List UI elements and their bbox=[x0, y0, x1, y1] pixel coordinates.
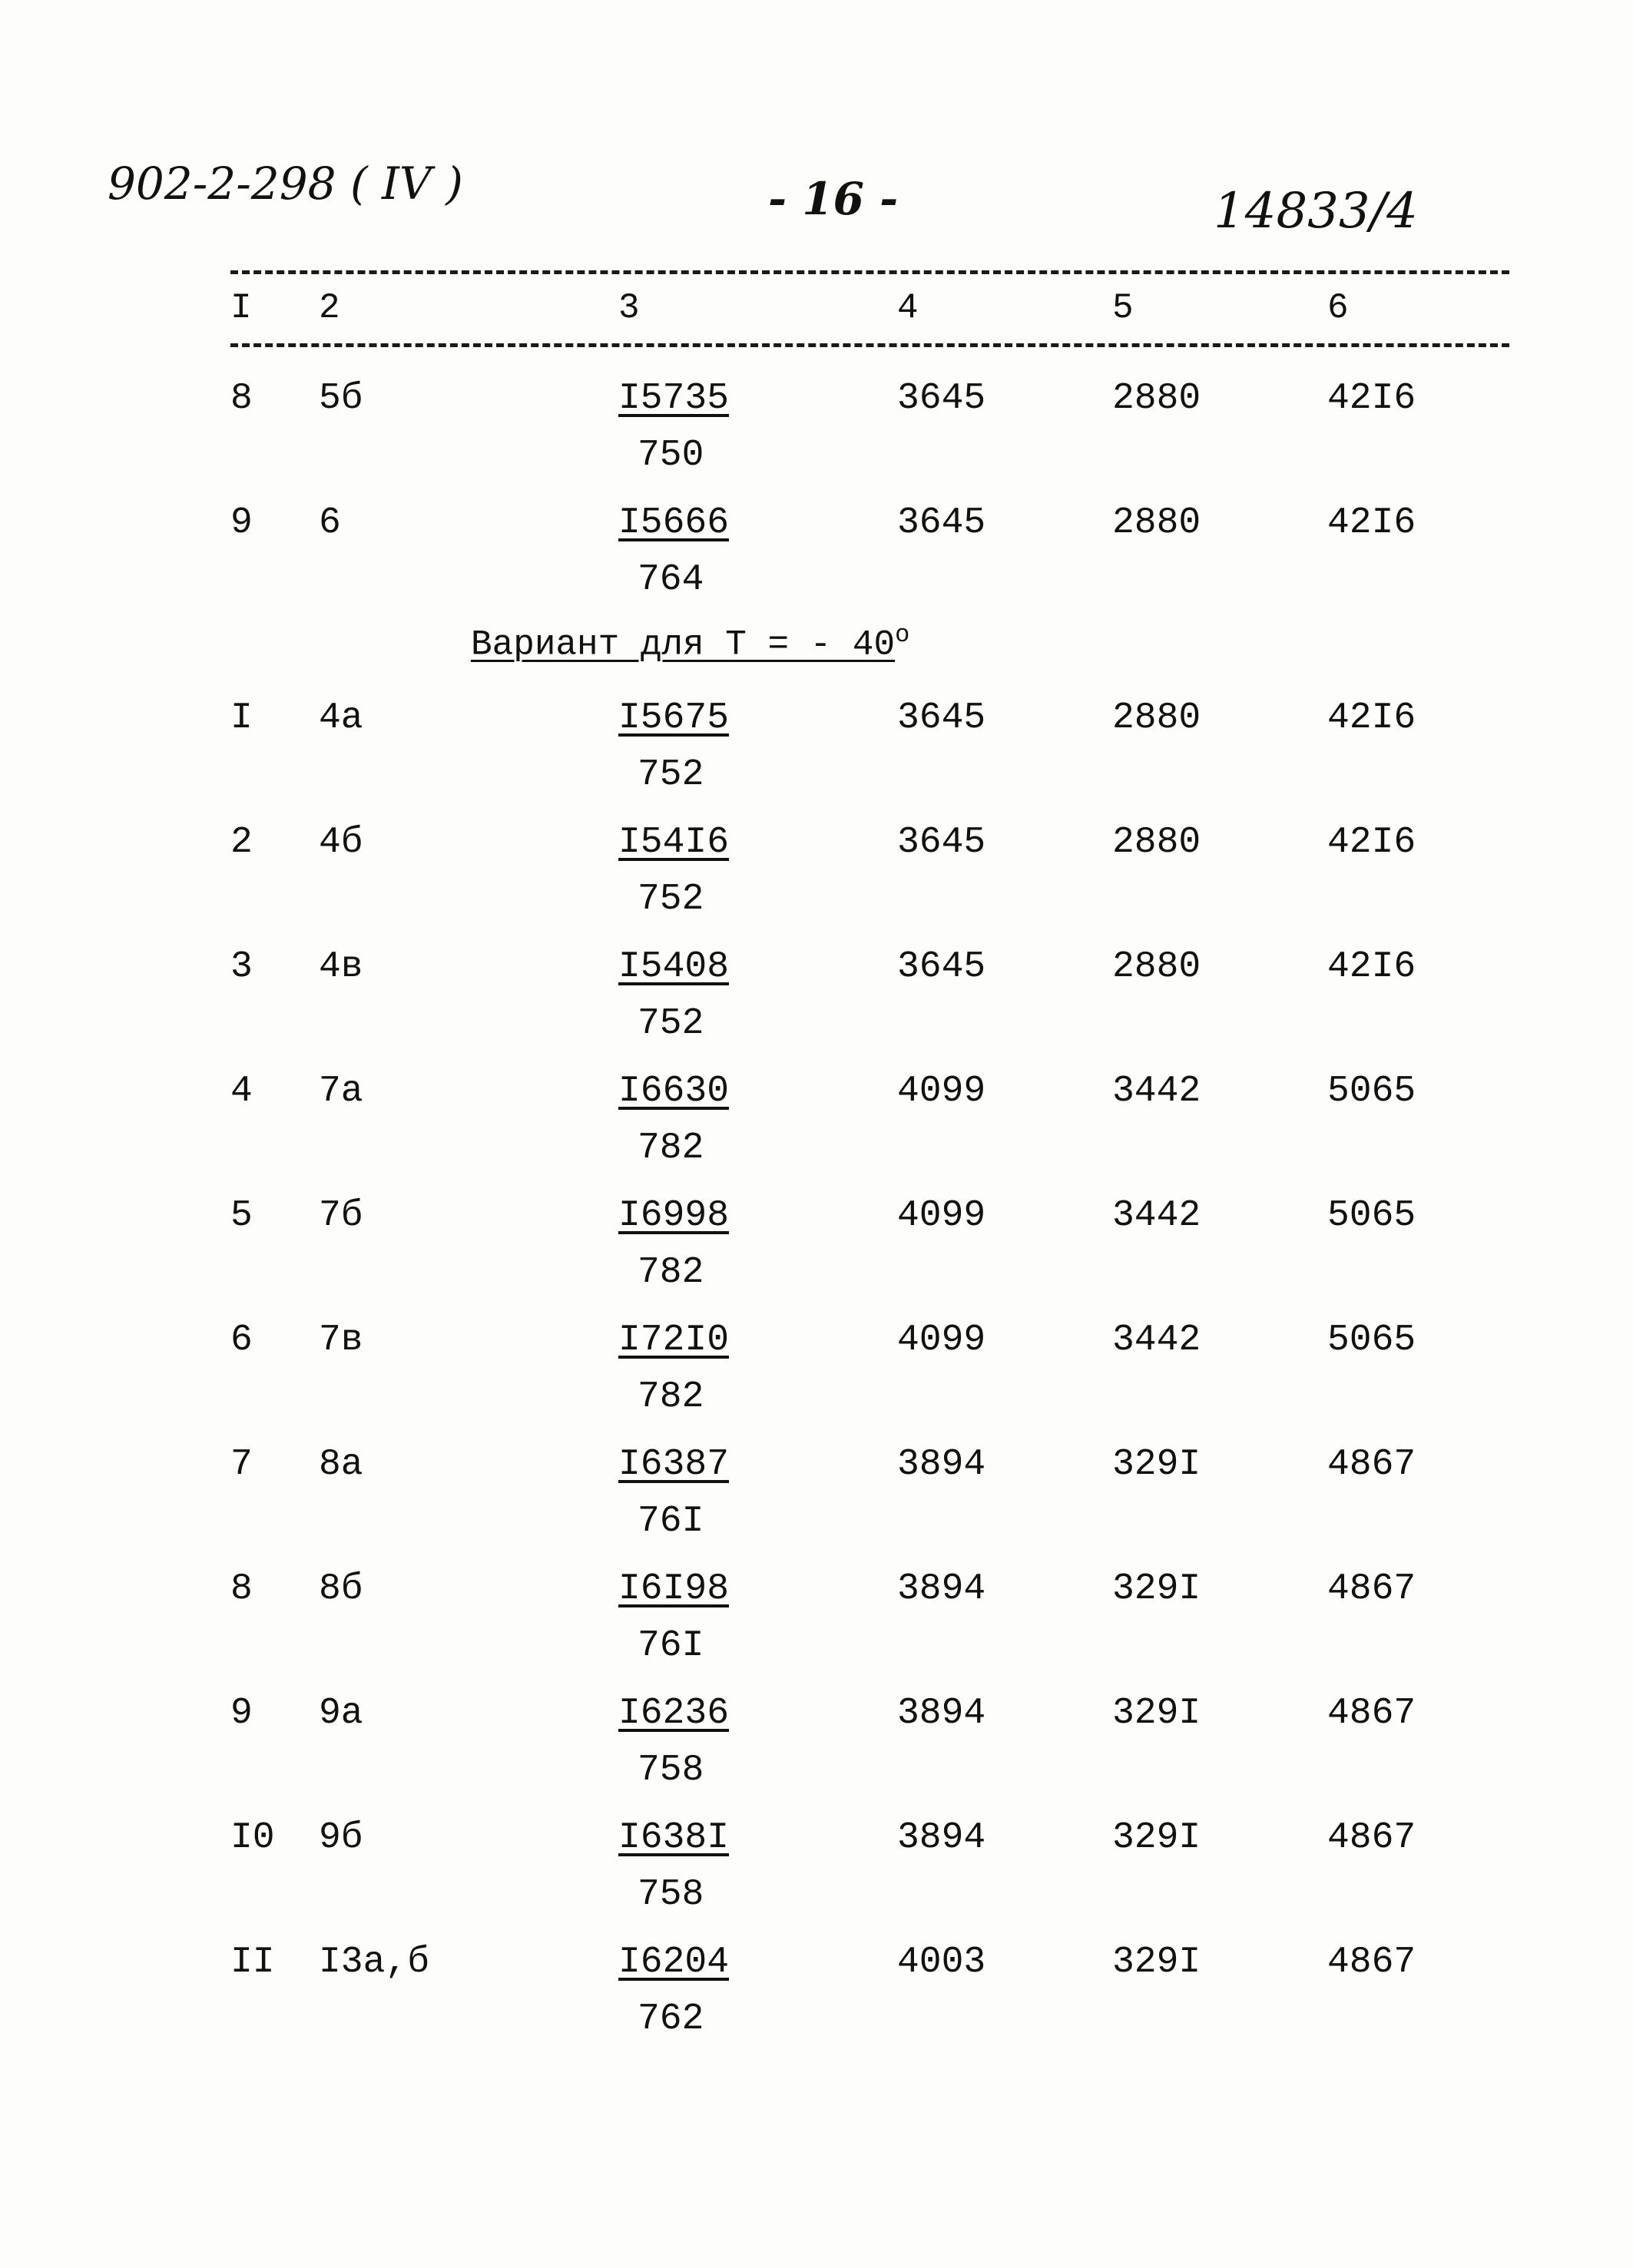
fraction-cell bbox=[618, 1444, 749, 1542]
value-col5: 2880 bbox=[1112, 946, 1201, 988]
row-number: 3 bbox=[230, 946, 253, 988]
row-ref: 4а bbox=[319, 697, 363, 739]
value-col5: 2880 bbox=[1112, 502, 1201, 544]
value-col4: 4099 bbox=[897, 1195, 986, 1237]
fraction-cell bbox=[618, 1319, 749, 1418]
row-number: II bbox=[230, 1942, 275, 1983]
section-heading-text: Вариант для T = - 40 bbox=[471, 624, 896, 665]
row-number: 9 bbox=[230, 502, 253, 544]
fraction-numerator: I6236 bbox=[618, 1693, 730, 1734]
fraction-numerator: I54I6 bbox=[618, 822, 730, 863]
row-ref: 7в bbox=[319, 1319, 363, 1361]
page-number: - 16 - bbox=[768, 173, 899, 225]
value-col4: 3645 bbox=[897, 822, 986, 863]
header-bottom-rule bbox=[230, 343, 1509, 347]
fraction-numerator: I5408 bbox=[618, 946, 730, 988]
value-col6: 42I6 bbox=[1327, 502, 1416, 544]
value-col6: 4867 bbox=[1327, 1817, 1416, 1859]
fraction-denominator: 782 bbox=[638, 1252, 704, 1293]
row-number: 9 bbox=[230, 1693, 253, 1734]
row-number: 2 bbox=[230, 822, 253, 863]
document-code: 902-2-298 ( IV ) bbox=[108, 157, 463, 210]
row-ref: I3а,б bbox=[319, 1942, 430, 1983]
value-col5: 2880 bbox=[1112, 822, 1201, 863]
fraction-cell bbox=[618, 1817, 749, 1915]
column-header-6: 6 bbox=[1327, 288, 1349, 328]
section-heading bbox=[471, 621, 909, 664]
value-col5: 329I bbox=[1112, 1942, 1201, 1983]
row-ref: 4б bbox=[319, 822, 363, 863]
column-header-5: 5 bbox=[1112, 288, 1134, 328]
value-col4: 4099 bbox=[897, 1319, 986, 1361]
fraction-denominator: 752 bbox=[638, 879, 704, 920]
table-row bbox=[0, 1444, 1633, 1567]
table-row bbox=[0, 502, 1633, 625]
fraction-denominator: 758 bbox=[638, 1874, 704, 1915]
value-col5: 329I bbox=[1112, 1817, 1201, 1859]
fraction-denominator: 76I bbox=[638, 1625, 704, 1667]
table-row bbox=[0, 946, 1633, 1069]
column-header-3: 3 bbox=[618, 288, 640, 328]
value-col6: 4867 bbox=[1327, 1444, 1416, 1485]
table-row bbox=[0, 1817, 1633, 1940]
value-col5: 2880 bbox=[1112, 378, 1201, 419]
table-row bbox=[0, 1693, 1633, 1816]
fraction-cell bbox=[618, 502, 749, 601]
fraction-cell bbox=[618, 1195, 749, 1293]
table-row bbox=[0, 1319, 1633, 1442]
fraction-denominator: 762 bbox=[638, 1998, 704, 2040]
fraction-cell bbox=[618, 378, 749, 476]
value-col5: 329I bbox=[1112, 1568, 1201, 1610]
row-ref: 5б bbox=[319, 378, 363, 419]
value-col6: 4867 bbox=[1327, 1568, 1416, 1610]
row-ref: 7а bbox=[319, 1071, 363, 1112]
table-row bbox=[0, 822, 1633, 945]
fraction-cell bbox=[618, 1942, 749, 2040]
table-row bbox=[0, 378, 1633, 501]
value-col4: 3645 bbox=[897, 378, 986, 419]
value-col4: 3894 bbox=[897, 1817, 986, 1859]
value-col5: 3442 bbox=[1112, 1071, 1201, 1112]
value-col6: 4867 bbox=[1327, 1693, 1416, 1734]
fraction-denominator: 764 bbox=[638, 559, 704, 601]
fraction-numerator: I6387 bbox=[618, 1444, 730, 1485]
row-number: 8 bbox=[230, 1568, 253, 1610]
row-number: I bbox=[230, 697, 253, 739]
value-col5: 2880 bbox=[1112, 697, 1201, 739]
value-col4: 3894 bbox=[897, 1693, 986, 1734]
row-number: 4 bbox=[230, 1071, 253, 1112]
row-number: 6 bbox=[230, 1319, 253, 1361]
table-row bbox=[0, 1942, 1633, 2064]
row-ref: 9б bbox=[319, 1817, 363, 1859]
value-col4: 3894 bbox=[897, 1568, 986, 1610]
value-col4: 3645 bbox=[897, 946, 986, 988]
table-row bbox=[0, 697, 1633, 820]
fraction-denominator: 782 bbox=[638, 1127, 704, 1169]
fraction-numerator: I5675 bbox=[618, 697, 730, 739]
degree-mark: o bbox=[895, 621, 910, 649]
value-col6: 5065 bbox=[1327, 1071, 1416, 1112]
fraction-denominator: 782 bbox=[638, 1376, 704, 1418]
value-col4: 3894 bbox=[897, 1444, 986, 1485]
row-number: 5 bbox=[230, 1195, 253, 1237]
fraction-numerator: I6630 bbox=[618, 1071, 730, 1112]
fraction-denominator: 752 bbox=[638, 754, 704, 796]
fraction-cell bbox=[618, 1568, 749, 1667]
column-header-4: 4 bbox=[897, 288, 919, 328]
value-col6: 42I6 bbox=[1327, 822, 1416, 863]
value-col5: 329I bbox=[1112, 1444, 1201, 1485]
row-number: 7 bbox=[230, 1444, 253, 1485]
value-col5: 3442 bbox=[1112, 1195, 1201, 1237]
fraction-numerator: I72I0 bbox=[618, 1319, 730, 1361]
value-col4: 4003 bbox=[897, 1942, 986, 1983]
fraction-cell bbox=[618, 697, 749, 796]
fraction-cell bbox=[618, 946, 749, 1045]
value-col4: 4099 bbox=[897, 1071, 986, 1112]
header-top-rule bbox=[230, 270, 1509, 274]
column-header-2: 2 bbox=[319, 288, 340, 328]
sheet-code: 14833/4 bbox=[1214, 183, 1418, 240]
fraction-cell bbox=[618, 1693, 749, 1791]
fraction-cell bbox=[618, 822, 749, 920]
value-col6: 5065 bbox=[1327, 1319, 1416, 1361]
value-col4: 3645 bbox=[897, 697, 986, 739]
value-col6: 42I6 bbox=[1327, 946, 1416, 988]
row-ref: 9а bbox=[319, 1693, 363, 1734]
row-number: 8 bbox=[230, 378, 253, 419]
value-col4: 3645 bbox=[897, 502, 986, 544]
fraction-denominator: 758 bbox=[638, 1750, 704, 1791]
row-number: I0 bbox=[230, 1817, 275, 1859]
fraction-numerator: I6998 bbox=[618, 1195, 730, 1237]
fraction-numerator: I638I bbox=[618, 1817, 730, 1859]
row-ref: 8а bbox=[319, 1444, 363, 1485]
row-ref: 7б bbox=[319, 1195, 363, 1237]
fraction-denominator: 752 bbox=[638, 1003, 704, 1045]
table-row bbox=[0, 1195, 1633, 1318]
value-col5: 3442 bbox=[1112, 1319, 1201, 1361]
row-ref: 6 bbox=[319, 502, 341, 544]
table-row bbox=[0, 1071, 1633, 1194]
fraction-numerator: I6204 bbox=[618, 1942, 730, 1983]
fraction-numerator: I5666 bbox=[618, 502, 730, 544]
row-ref: 8б bbox=[319, 1568, 363, 1610]
fraction-denominator: 76I bbox=[638, 1501, 704, 1542]
value-col5: 329I bbox=[1112, 1693, 1201, 1734]
row-ref: 4в bbox=[319, 946, 363, 988]
column-header-1: I bbox=[230, 288, 252, 328]
fraction-numerator: I5735 bbox=[618, 378, 730, 419]
value-col6: 42I6 bbox=[1327, 697, 1416, 739]
fraction-numerator: I6I98 bbox=[618, 1568, 730, 1610]
value-col6: 42I6 bbox=[1327, 378, 1416, 419]
table-row bbox=[0, 1568, 1633, 1691]
fraction-denominator: 750 bbox=[638, 435, 704, 476]
value-col6: 4867 bbox=[1327, 1942, 1416, 1983]
value-col6: 5065 bbox=[1327, 1195, 1416, 1237]
fraction-cell bbox=[618, 1071, 749, 1169]
